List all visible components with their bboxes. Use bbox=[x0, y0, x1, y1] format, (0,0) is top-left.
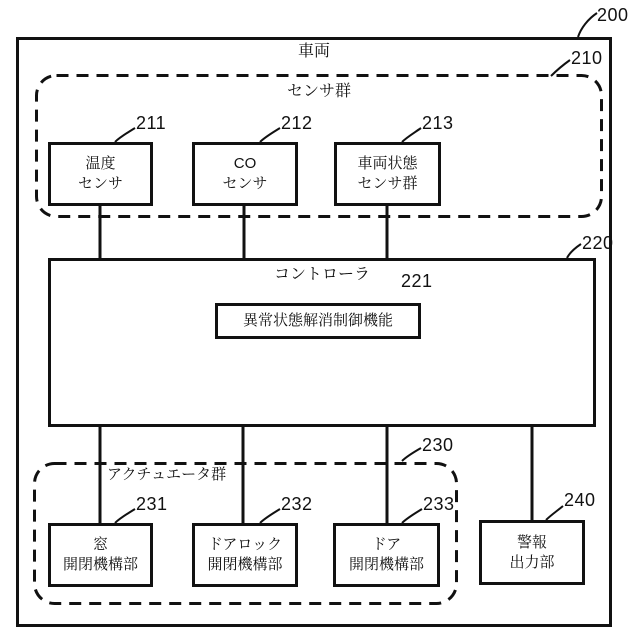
alarm-output-label-line1: 警報 bbox=[516, 533, 547, 551]
co-sensor-label-line2: センサ bbox=[222, 175, 268, 192]
ref-231: 231 bbox=[136, 494, 168, 514]
controller-label: コントローラ bbox=[273, 266, 370, 283]
doorlock-mechanism-box bbox=[192, 523, 298, 587]
alarm-output-box bbox=[479, 520, 585, 585]
ref-221: 221 bbox=[401, 271, 433, 291]
vehicle-state-sensor-box bbox=[334, 142, 441, 206]
ref-230: 230 bbox=[422, 435, 454, 455]
ref-212: 212 bbox=[281, 113, 313, 133]
door-mechanism-label-line2: 開閉機構部 bbox=[348, 556, 424, 573]
vehicle-label: 車両 bbox=[297, 43, 330, 60]
temperature-sensor-label-line1: 温度 bbox=[85, 155, 116, 172]
anomaly-resolution-function-label: 異常状態解消制御機能 bbox=[242, 312, 393, 329]
leader-line-200 bbox=[578, 13, 597, 37]
window-mechanism-label-line1: 窓 bbox=[92, 536, 108, 553]
temperature-sensor-box bbox=[48, 142, 153, 206]
co-sensor-box bbox=[192, 142, 298, 206]
ref-240: 240 bbox=[564, 490, 596, 510]
window-mechanism-label-line2: 開閉機構部 bbox=[62, 556, 138, 573]
controller-box bbox=[48, 258, 596, 427]
alarm-output-label-line2: 出力部 bbox=[509, 553, 555, 571]
ref-220: 220 bbox=[582, 233, 614, 253]
ref-210: 210 bbox=[571, 48, 603, 68]
window-mechanism-box bbox=[48, 523, 153, 587]
ref-200: 200 bbox=[597, 5, 629, 25]
sensor-group-label: センサ群 bbox=[286, 83, 351, 100]
ref-211: 211 bbox=[136, 113, 167, 133]
ref-232: 232 bbox=[281, 494, 313, 514]
ref-233: 233 bbox=[423, 494, 455, 514]
vehicle-state-sensor-label-line1: 車両状態 bbox=[357, 155, 418, 172]
anomaly-resolution-function-box bbox=[215, 303, 421, 339]
door-mechanism-box bbox=[333, 523, 440, 587]
co-sensor-label-line1: CO bbox=[233, 155, 257, 172]
vehicle-state-sensor-label-line2: センサ群 bbox=[357, 175, 418, 192]
temperature-sensor-label-line2: センサ bbox=[77, 175, 123, 192]
ref-213: 213 bbox=[422, 113, 454, 133]
doorlock-mechanism-label-line2: 開閉機構部 bbox=[207, 556, 283, 573]
actuator-group-label: アクチュエータ群 bbox=[107, 466, 227, 483]
door-mechanism-label-line1: ドア bbox=[371, 536, 402, 553]
doorlock-mechanism-label-line1: ドアロック bbox=[207, 536, 283, 553]
